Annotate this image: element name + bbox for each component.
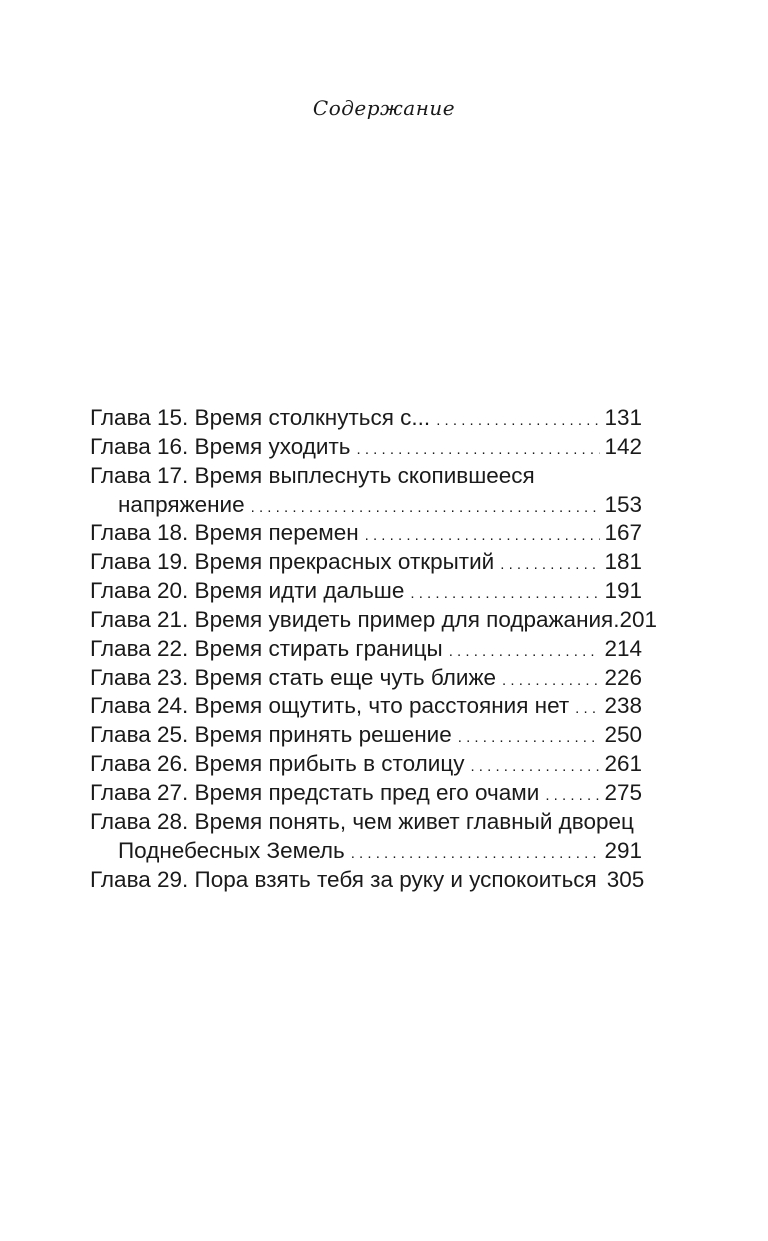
toc-entry-title: Глава 28. Время понять, чем живет главный дворец [90, 808, 634, 834]
toc-entry-title: Глава 17. Время выплеснуть скопившееся [90, 462, 535, 488]
toc-entry-page: 131 [604, 405, 642, 430]
toc-entry-title: Глава 27. Время предстать пред его очами [90, 779, 540, 805]
toc-entry-17 [90, 462, 642, 491]
toc-dot-leader [351, 837, 601, 869]
toc-entry-18 [90, 519, 642, 548]
toc-entry-title: Глава 25. Время принять решение [90, 722, 452, 748]
toc-entry-27 [90, 779, 642, 808]
toc-dot-leader [545, 779, 600, 811]
toc-entry-title: Глава 18. Время перемен [90, 520, 359, 546]
toc-entry-page: 291 [604, 837, 642, 863]
toc-entry-title: Глава 29. Пора взять тебя за руку и успокоиться [90, 866, 597, 892]
toc-dot-leader [500, 548, 600, 580]
toc-entry-title: Глава 15. Время столкнуться с... [90, 405, 431, 430]
toc-entry-title: Глава 24. Время ощутить, что расстояния нет [90, 693, 570, 719]
toc-dot-leader [458, 721, 601, 753]
toc-entry-title: Глава 21. Время увидеть пример для подражания. [90, 606, 620, 632]
toc-entry-15 [90, 404, 642, 433]
toc-entry-page: 142 [604, 433, 642, 459]
toc-entry-page: 226 [604, 664, 642, 690]
toc-entry-22 [90, 635, 642, 664]
toc-entry-title: Глава 26. Время прибыть в столицу [90, 751, 465, 777]
toc-entry-page: 167 [604, 520, 642, 546]
toc-entry-26 [90, 750, 642, 779]
toc-entry-page: 238 [604, 693, 642, 719]
toc-entry-25 [90, 721, 642, 750]
toc-entry-20 [90, 577, 642, 606]
toc-dot-leader [502, 664, 600, 696]
page-header-title: Содержание [312, 96, 456, 120]
toc-entry-page: 214 [604, 635, 642, 661]
toc-entry-title: Глава 19. Время прекрасных открытий [90, 549, 495, 575]
toc-entry-28 [90, 808, 642, 837]
toc-entry-page: 275 [604, 779, 642, 805]
toc-entry-title-continuation: напряжение [118, 491, 245, 517]
toc-dot-leader [575, 692, 600, 724]
toc-entry-title: Глава 23. Время стать еще чуть ближе [90, 664, 497, 690]
toc-dot-leader [365, 519, 601, 551]
toc-entry-16 [90, 433, 642, 462]
toc-dot-leader [410, 577, 600, 609]
toc-entry-page: 305 [606, 866, 645, 892]
toc-entry-28-continuation [90, 837, 642, 866]
toc-dot-leader [357, 433, 601, 465]
toc-entry-page: 261 [604, 751, 642, 777]
toc-entry-title: Глава 16. Время уходить [90, 433, 351, 459]
toc-entry-29 [90, 866, 645, 895]
toc-entry-19 [90, 548, 642, 577]
toc-dot-leader [251, 491, 601, 523]
toc-entry-page: 191 [604, 578, 642, 604]
toc-dot-leader [436, 404, 600, 436]
toc-entry-24 [90, 692, 642, 721]
toc-entry-23 [90, 664, 642, 693]
table-of-contents [90, 404, 658, 894]
toc-entry-17-continuation [90, 491, 642, 520]
toc-entry-title-continuation: Поднебесных Земель [118, 837, 345, 863]
toc-entry-page: 153 [604, 491, 642, 517]
toc-entry-page: 181 [604, 549, 642, 575]
toc-entry-page: 250 [604, 722, 642, 748]
toc-dot-leader [470, 750, 600, 782]
toc-dot-leader [449, 635, 601, 667]
toc-entry-page: 201 [619, 606, 658, 632]
toc-entry-title: Глава 20. Время идти дальше [90, 578, 405, 604]
toc-entry-title: Глава 22. Время стирать границы [90, 635, 443, 661]
toc-entry-21 [90, 606, 658, 635]
